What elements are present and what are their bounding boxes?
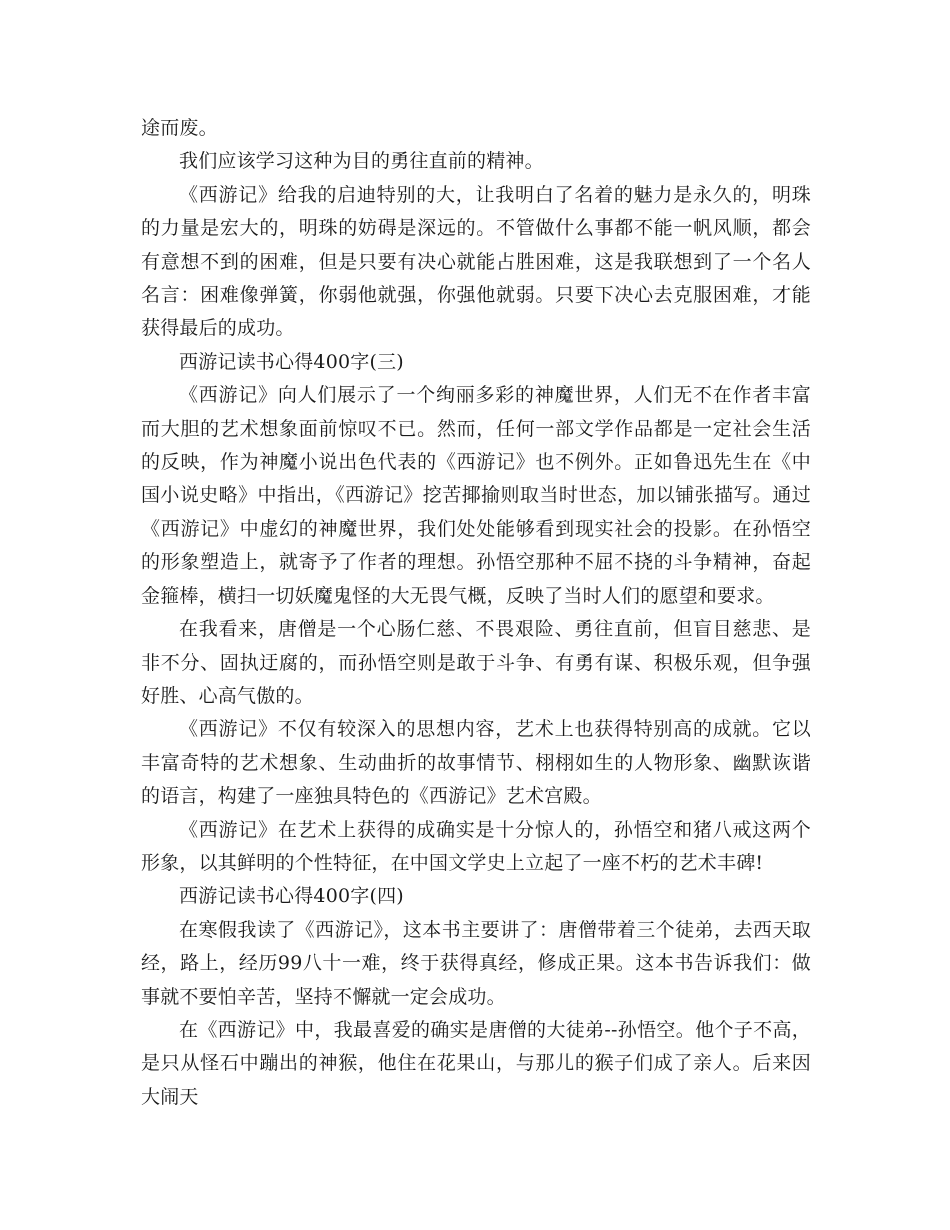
paragraph: 在我看来，唐僧是一个心肠仁慈、不畏艰险、勇往直前，但盲目慈悲、是非不分、固执迂腐的，而孙悟空则是敢于斗争、有勇有谋、积极乐观，但争强好胜、心高气傲的。 <box>141 618 811 707</box>
paragraph-continuation: 途而废。 <box>141 117 218 139</box>
paragraph: 《西游记》向人们展示了一个绚丽多彩的神魔世界，人们无不在作者丰富而大胆的艺术想象面前惊叹不已。然而，任何一部文学作品都是一定社会生活的反映，作为神魔小说出色代表的《西游记》也不例外。正如鲁迅先生在《中国小说史略》中指出，《西游记》挖苦揶揄则取当时世态，加以铺张描写。通过《西游记》中虚幻的神魔世界，我们处处能够看到现实社会的投影。在孙悟空的形象塑造上，就寄予了作者的理想。孙悟空那种不屈不挠的斗争精神，奋起金箍棒，横扫一切妖魔鬼怪的大无畏气概，反映了当时人们的愿望和要求。 <box>141 384 811 607</box>
paragraph: 在《西游记》中，我最喜爱的确实是唐僧的大徒弟--孙悟空。他个子不高，是只从怪石中蹦出的神猴，他住在花果山，与那儿的猴子们成了亲人。后来因大闹天 <box>141 1018 811 1108</box>
paragraph: 《西游记》在艺术上获得的成确实是十分惊人的，孙悟空和猪八戒这两个形象，以其鲜明的个性特征，在中国文学史上立起了一座不朽的艺术丰碑! <box>141 818 811 874</box>
section-heading: 西游记读书心得400字(三) <box>179 350 404 373</box>
document-body <box>141 112 811 1114</box>
paragraph: 在寒假我读了《西游记》，这本书主要讲了：唐僧带着三个徒弟，去西天取经，路上，经历99八十一难，终于获得真经，修成正果。这本书告诉我们：做事就不要怕辛苦，坚持不懈就一定会成功。 <box>141 918 811 1008</box>
section-heading: 西游记读书心得400字(四) <box>179 885 404 908</box>
paragraph: 《西游记》给我的启迪特别的大，让我明白了名着的魅力是永久的，明珠的力量是宏大的，明珠的妨碍是深远的。不管做什么事都不能一帆风顺，都会有意想不到的困难，但是只要有决心就能占胜困难，这是我联想到了一个名人名言：困难像弹簧，你弱他就强，你强他就弱。只要下决心去克服困难，才能获得最后的成功。 <box>141 183 811 340</box>
paragraph: 《西游记》不仅有较深入的思想内容，艺术上也获得特别高的成就。它以丰富奇特的艺术想象、生动曲折的故事情节、栩栩如生的人物形象、幽默诙谐的语言，构建了一座独具特色的《西游记》艺术宫殿。 <box>141 718 811 808</box>
paragraph: 我们应该学习这种为目的勇往直前的精神。 <box>179 150 544 173</box>
